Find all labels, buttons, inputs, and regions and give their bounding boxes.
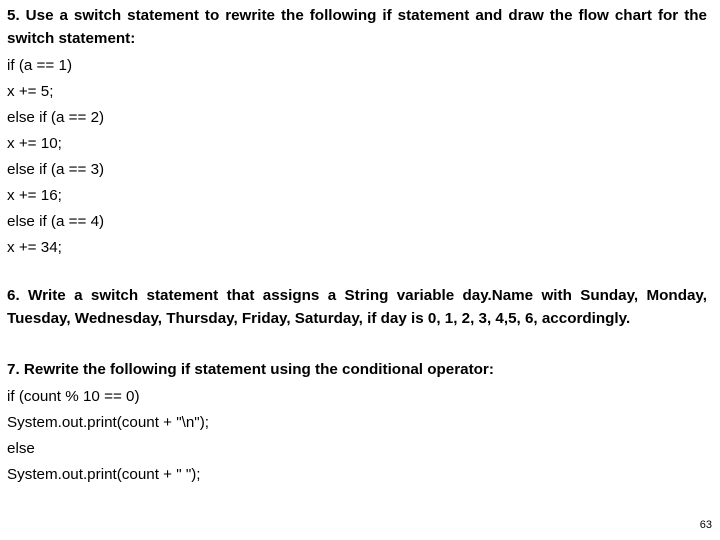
question-7-text: Rewrite the following if statement using the conditional operator: — [23, 361, 494, 378]
question-5 — [7, 4, 707, 261]
code-line: if (count % 10 == 0) — [7, 388, 140, 405]
question-6 — [7, 284, 707, 330]
code-line: System.out.print(count + " "); — [7, 466, 201, 483]
code-line: x += 5; — [7, 83, 54, 100]
question-5-text: Use a switch statement to rewrite the following if statement and draw the flow chart for the switch statement: — [7, 7, 707, 47]
page-number: 63 — [699, 519, 712, 531]
question-7-title — [7, 358, 707, 381]
code-line: x += 34; — [7, 239, 62, 256]
question-7 — [7, 358, 707, 488]
question-6-text: Write a switch statement that assigns a String variable day.Name with Sunday, Monday, Tuesday, Wednesday, Thursday, Friday, Saturday, if day is 0, 1, 2, 3, 4,5, 6, accordingly. — [7, 287, 707, 327]
code-line: else if (a == 3) — [7, 161, 105, 178]
question-5-number: 5. — [7, 7, 20, 24]
question-7-code — [7, 384, 707, 488]
code-line: x += 10; — [7, 135, 62, 152]
code-line: else — [7, 440, 35, 457]
question-7-number: 7. — [7, 361, 20, 378]
question-6-title — [7, 284, 707, 330]
question-5-code — [7, 53, 707, 261]
code-line: else if (a == 4) — [7, 213, 105, 230]
code-line: x += 16; — [7, 187, 62, 204]
code-line: if (a == 1) — [7, 57, 72, 74]
question-6-number: 6. — [7, 287, 20, 304]
code-line: else if (a == 2) — [7, 109, 105, 126]
question-5-title — [7, 4, 707, 50]
code-line: System.out.print(count + "\n"); — [7, 414, 209, 431]
